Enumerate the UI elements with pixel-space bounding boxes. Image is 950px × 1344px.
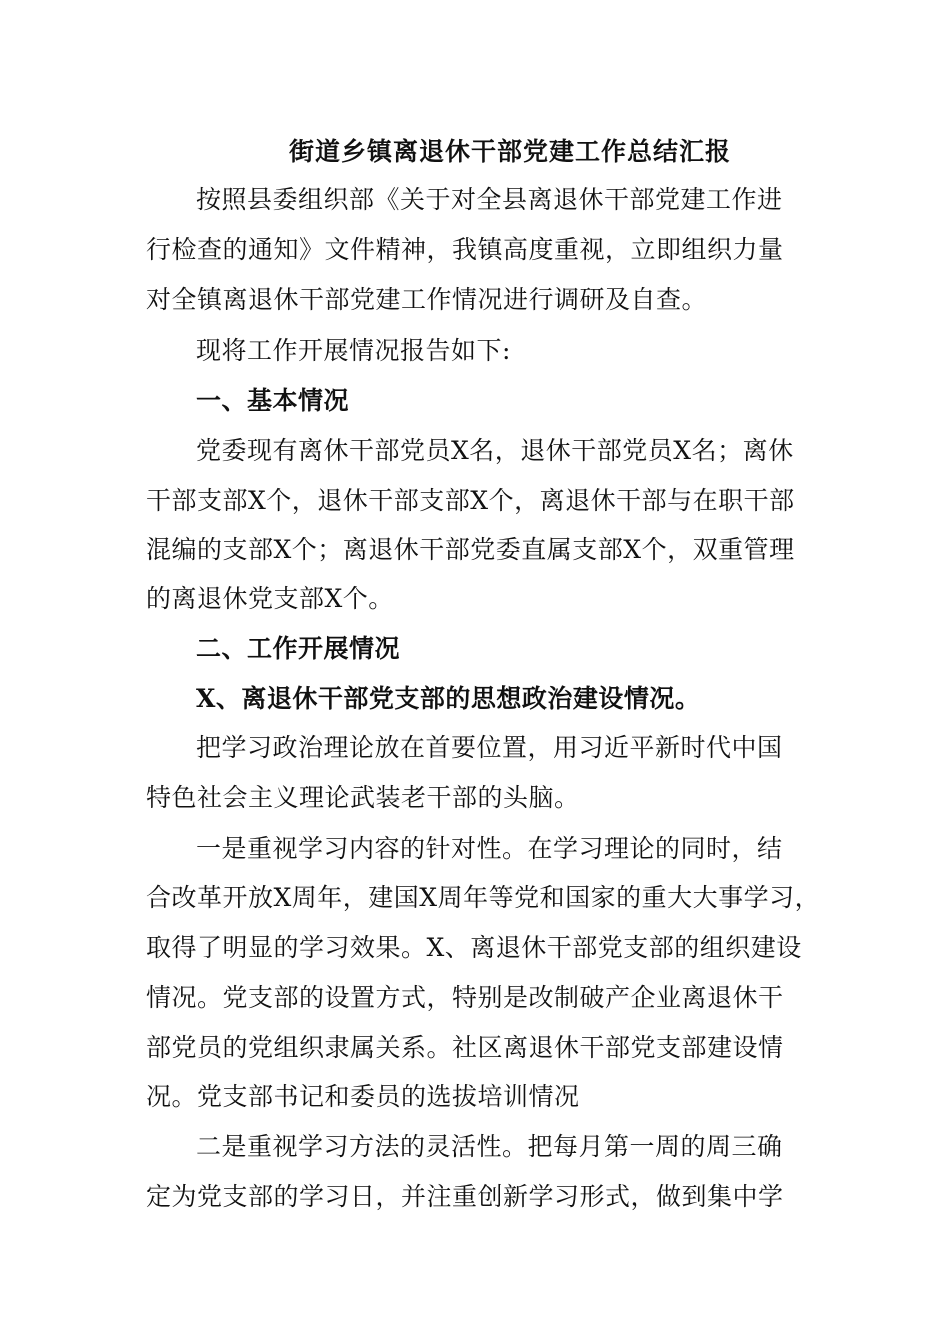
paragraph-line: 按照县委组织部《关于对全县离退休干部党建工作进 xyxy=(196,185,783,214)
paragraph-line: 现将工作开展情况报告如下: xyxy=(196,336,511,365)
subsection-heading: X、离退休干部党支部的思想政治建设情况。 xyxy=(196,684,701,713)
paragraph-line: 干部支部X个，退休干部支部X个，离退休干部与在职干部 xyxy=(146,486,795,515)
paragraph-line: 混编的支部X个；离退休干部党委直属支部X个，双重管理 xyxy=(146,535,795,564)
paragraph-line: 的离退休党支部X个。 xyxy=(146,584,394,613)
paragraph-line: 二是重视学习方法的灵活性。把每月第一周的周三确 xyxy=(196,1132,783,1161)
paragraph-line: 取得了明显的学习效果。X、离退休干部党支部的组织建设 xyxy=(146,933,802,962)
paragraph-line: 特色社会主义理论武装老干部的头脑。 xyxy=(146,783,580,812)
section-heading: 一、基本情况 xyxy=(196,386,350,415)
paragraph-line: 情况。党支部的设置方式，特别是改制破产企业离退休干 xyxy=(146,983,784,1012)
paragraph-line: 况。党支部书记和委员的选拔培训情况 xyxy=(146,1082,580,1111)
paragraph-line: 行检查的通知》文件精神，我镇高度重视，立即组织力量 xyxy=(146,235,784,264)
paragraph-line: 把学习政治理论放在首要位置，用习近平新时代中国 xyxy=(196,733,783,762)
document-title: 街道乡镇离退休干部党建工作总结汇报 xyxy=(288,137,731,166)
paragraph-line: 一是重视学习内容的针对性。在学习理论的同时，结 xyxy=(196,834,783,863)
paragraph-line: 合改革开放X周年，建国X周年等党和国家的重大大事学习， xyxy=(146,883,821,912)
paragraph-line: 对全镇离退休干部党建工作情况进行调研及自查。 xyxy=(146,285,708,314)
paragraph-line: 党委现有离休干部党员X名，退休干部党员X名；离休 xyxy=(196,436,794,465)
paragraph-line: 定为党支部的学习日，并注重创新学习形式，做到集中学 xyxy=(146,1182,784,1211)
paragraph-line: 部党员的党组织隶属关系。社区离退休干部党支部建设情 xyxy=(146,1033,784,1062)
section-heading: 二、工作开展情况 xyxy=(196,634,401,663)
